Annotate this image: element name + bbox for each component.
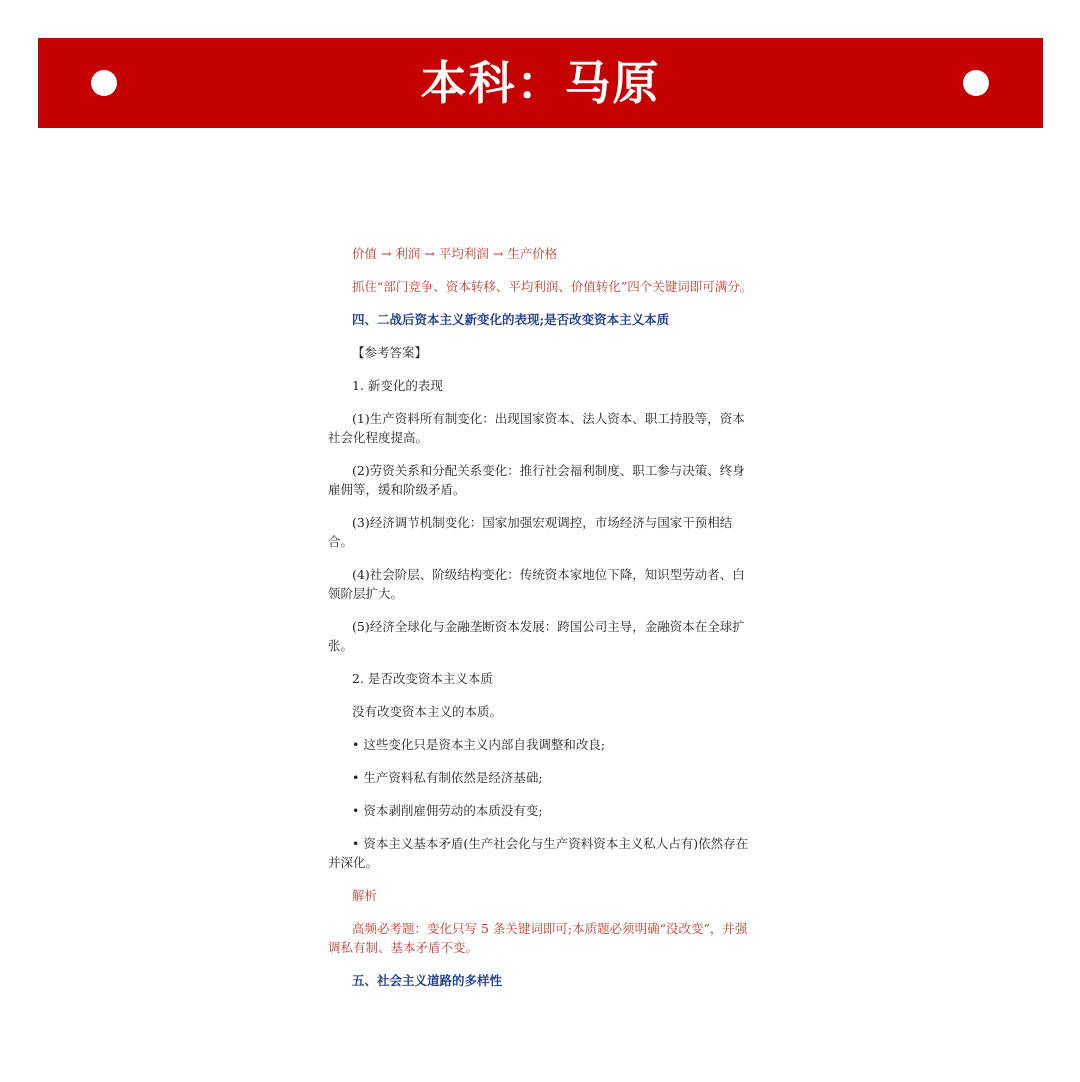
paragraph: 价值 → 利润 → 平均利润 → 生产价格: [352, 246, 558, 261]
paragraph: (2)劳资关系和分配关系变化：推行社会福利制度、职工参与决策、终身雇佣等，缓和阶级矛盾。: [328, 463, 745, 497]
paragraph: (3)经济调节机制变化：国家加强宏观调控，市场经济与国家干预相结合。: [328, 515, 733, 549]
paragraph: 1. 新变化的表现: [352, 378, 443, 393]
analysis-label: 解析: [352, 888, 378, 903]
paragraph: 抓住“部门竞争、资本转移、平均利润、价值转化”四个关键词即可满分。: [352, 279, 753, 294]
paragraph: 没有改变资本主义的本质。: [352, 704, 503, 719]
page-title: 本科：马原: [420, 56, 661, 110]
right-dot-decoration: [963, 70, 989, 96]
bullet-item: • 生产资料私有制依然是经济基础;: [352, 770, 543, 785]
bullet-item: • 这些变化只是资本主义内部自我调整和改良;: [352, 737, 606, 752]
document-body: [328, 244, 756, 1004]
section-heading: 五、社会主义道路的多样性: [352, 973, 503, 988]
header-banner: [38, 38, 1043, 128]
paragraph: (1)生产资料所有制变化：出现国家资本、法人资本、职工持股等，资本社会化程度提高。: [328, 411, 745, 445]
paragraph: 2. 是否改变资本主义本质: [352, 671, 493, 686]
section-heading: 四、二战后资本主义新变化的表现;是否改变资本主义本质: [352, 312, 670, 327]
paragraph: (5)经济全球化与金融垄断资本发展：跨国公司主导，金融资本在全球扩张。: [328, 619, 745, 653]
bullet-item: • 资本剥削雇佣劳动的本质没有变;: [352, 803, 543, 818]
paragraph: (4)社会阶层、阶级结构变化：传统资本家地位下降，知识型劳动者、白领阶层扩大。: [328, 567, 745, 601]
analysis-text: 高频必考题：变化只写 5 条关键词即可;本质题必须明确“没改变”，并强调私有制、基本矛盾不变。: [328, 921, 748, 955]
paragraph: 【参考答案】: [352, 345, 428, 360]
bullet-item: • 资本主义基本矛盾(生产社会化与生产资料资本主义私人占有)依然存在并深化。: [328, 836, 749, 870]
